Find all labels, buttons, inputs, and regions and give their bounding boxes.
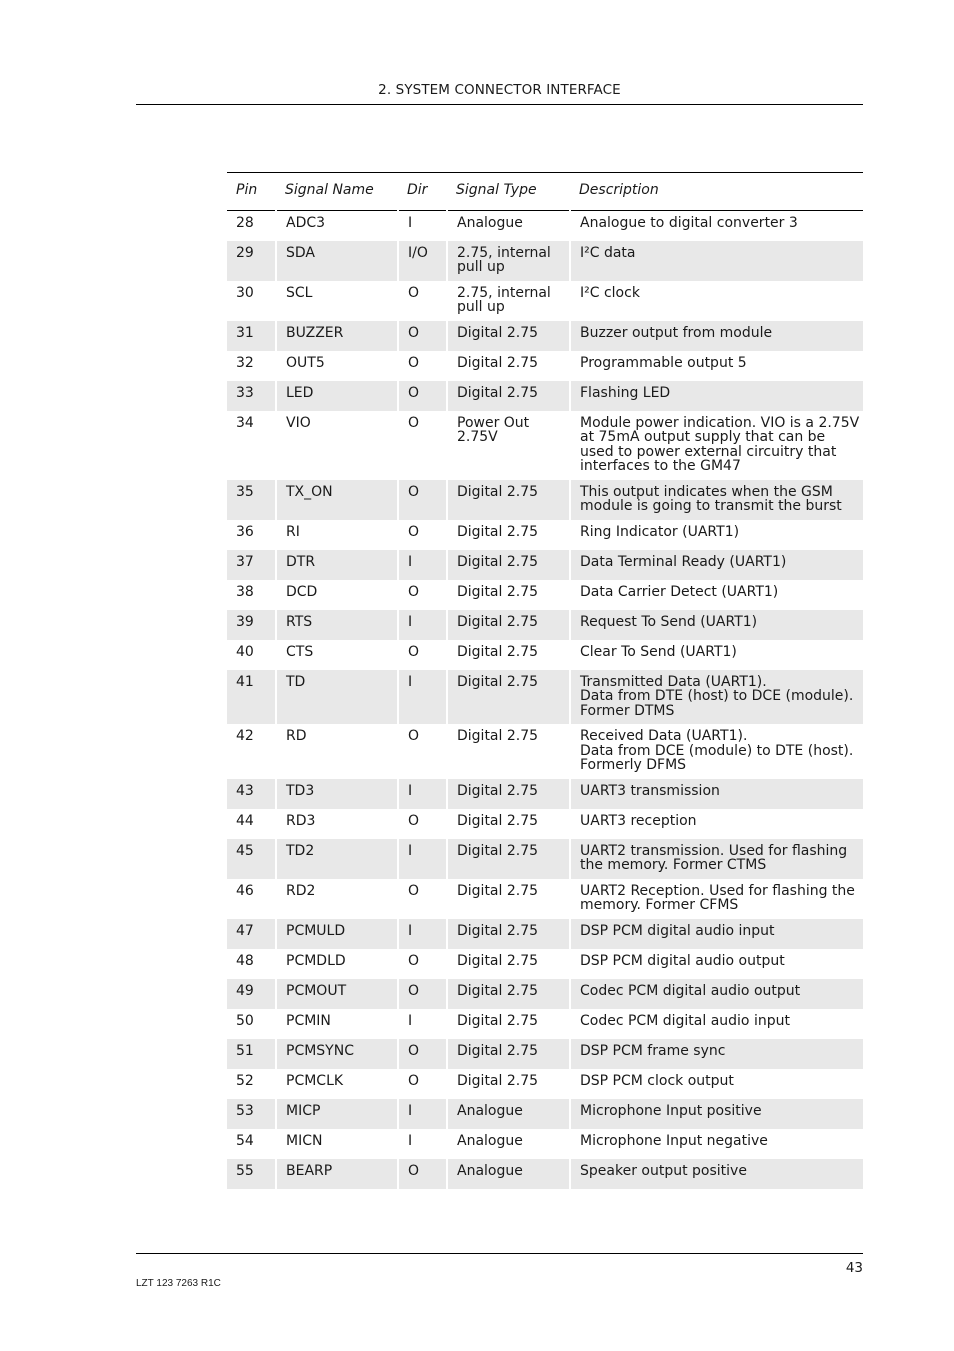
dir-cell: I xyxy=(398,779,447,809)
description-cell xyxy=(570,480,863,520)
dir-cell: O xyxy=(398,1069,447,1099)
dir-cell: O xyxy=(398,480,447,520)
signal-name-cell: TD2 xyxy=(276,839,398,879)
signal-name-cell: BEARP xyxy=(276,1159,398,1189)
signal-name-cell: PCMDLD xyxy=(276,949,398,979)
signal-name-cell: TX_ON xyxy=(276,480,398,520)
pin-cell: 35 xyxy=(227,480,276,520)
pin-assignment-table xyxy=(227,172,863,1189)
description-cell xyxy=(570,809,863,839)
table-row xyxy=(227,351,863,381)
pin-cell: 41 xyxy=(227,670,276,725)
description-cell xyxy=(570,879,863,919)
pin-cell: 36 xyxy=(236,523,254,540)
signal-name-cell: VIO xyxy=(276,411,398,480)
table-row xyxy=(227,919,863,949)
signal-type-cell: Analogue xyxy=(447,1159,570,1189)
dir-cell: I xyxy=(398,839,447,879)
description-line: UART3 reception xyxy=(580,812,697,829)
table-row xyxy=(227,724,863,779)
description-cell xyxy=(570,321,863,351)
table-row xyxy=(227,640,863,670)
pin-cell: 47 xyxy=(227,919,276,949)
description-line: Formerly DFMS xyxy=(580,757,687,773)
table-row xyxy=(227,321,863,351)
table-body xyxy=(227,211,863,1189)
signal-type-cell: Digital 2.75 xyxy=(447,321,570,351)
signal-type-cell: Analogue xyxy=(447,211,570,241)
dir-cell: I xyxy=(398,211,447,241)
description-line: UART2 transmission. Used for flashing the memory. Former CTMS xyxy=(580,842,848,873)
pin-cell: 28 xyxy=(236,215,254,231)
dir-cell: I xyxy=(398,670,447,725)
signal-name-cell: MICP xyxy=(276,1099,398,1129)
signal-name-cell: RD3 xyxy=(276,809,398,839)
footer-rule xyxy=(136,1253,863,1254)
table-row xyxy=(227,211,863,241)
signal-type-cell: Digital 2.75 xyxy=(447,879,570,919)
description-cell xyxy=(570,520,863,550)
dir-cell: I xyxy=(398,610,447,640)
pin-cell: 31 xyxy=(227,321,276,351)
description-cell xyxy=(570,1159,863,1189)
description-line: Module power indication. VIO is a 2.75V at 75mA output supply that can be used to power external circuitry that interfaces to the GM47 xyxy=(580,414,860,474)
description-line: Programmable output 5 xyxy=(580,354,747,371)
signal-name-cell: PCMSYNC xyxy=(276,1039,398,1069)
description-line: Data from DCE (module) to DTE (host). xyxy=(580,742,854,759)
table-row xyxy=(227,879,863,919)
column-header-signal-type: Signal Type xyxy=(447,173,570,211)
dir-cell: O xyxy=(398,1159,447,1189)
signal-name-cell: PCMIN xyxy=(276,1009,398,1039)
description-cell xyxy=(570,949,863,979)
signal-name-cell: PCMOUT xyxy=(276,979,398,1009)
signal-type-cell: Digital 2.75 xyxy=(447,580,570,610)
pin-cell: 30 xyxy=(236,284,254,301)
signal-name-cell: SCL xyxy=(276,281,398,321)
description-line: DSP PCM digital audio output xyxy=(580,952,785,969)
signal-type-cell: Digital 2.75 xyxy=(447,724,570,779)
pin-cell: 33 xyxy=(227,381,276,411)
description-cell xyxy=(570,1009,863,1039)
table-row xyxy=(227,550,863,580)
pin-cell: 45 xyxy=(227,839,276,879)
dir-cell: I xyxy=(398,1129,447,1159)
dir-cell: O xyxy=(398,351,447,381)
dir-cell: O xyxy=(398,381,447,411)
table-row xyxy=(227,480,863,520)
pin-cell: 32 xyxy=(236,354,254,371)
table-row xyxy=(227,1069,863,1099)
dir-cell: O xyxy=(398,809,447,839)
pin-cell: 29 xyxy=(227,241,276,281)
description-line: Transmitted Data (UART1). xyxy=(580,673,767,690)
dir-cell: O xyxy=(398,879,447,919)
description-cell xyxy=(570,550,863,580)
description-line: This output indicates when the GSM module is going to transmit the burst xyxy=(580,483,842,514)
description-line: I²C data xyxy=(580,244,636,261)
table-row xyxy=(227,381,863,411)
table-row xyxy=(227,1009,863,1039)
header-rule xyxy=(136,104,863,105)
pin-cell: 53 xyxy=(227,1099,276,1129)
table-header-row xyxy=(227,173,863,211)
pin-cell: 48 xyxy=(236,952,254,969)
signal-type-cell: Digital 2.75 xyxy=(447,550,570,580)
page-number: 43 xyxy=(845,1260,863,1276)
description-cell xyxy=(570,839,863,879)
signal-name-cell: RI xyxy=(276,520,398,550)
signal-name-cell: LED xyxy=(276,381,398,411)
dir-cell: O xyxy=(398,949,447,979)
description-cell xyxy=(570,351,863,381)
signal-type-cell: Digital 2.75 xyxy=(447,809,570,839)
description-line: DSP PCM frame sync xyxy=(580,1042,726,1059)
dir-cell: O xyxy=(398,724,447,779)
signal-type-cell: Digital 2.75 xyxy=(447,640,570,670)
signal-type-cell: Digital 2.75 xyxy=(447,839,570,879)
description-line: Speaker output positive xyxy=(580,1162,747,1179)
description-line: Request To Send (UART1) xyxy=(580,613,758,630)
table-row xyxy=(227,839,863,879)
description-cell xyxy=(570,610,863,640)
pin-cell: 37 xyxy=(227,550,276,580)
signal-type-cell: Digital 2.75 xyxy=(447,670,570,725)
pin-cell: 49 xyxy=(227,979,276,1009)
pin-cell: 42 xyxy=(236,728,254,744)
signal-type-cell: Digital 2.75 xyxy=(447,979,570,1009)
signal-type-cell: Digital 2.75 xyxy=(447,1009,570,1039)
signal-name-cell: OUT5 xyxy=(276,351,398,381)
signal-type-cell: Power Out 2.75V xyxy=(447,411,570,480)
description-line: UART2 Reception. Used for flashing the memory. Former CFMS xyxy=(580,882,855,913)
signal-name-cell: TD xyxy=(276,670,398,725)
table-row xyxy=(227,610,863,640)
description-line: Microphone Input positive xyxy=(580,1102,762,1119)
signal-name-cell: SDA xyxy=(276,241,398,281)
signal-type-cell: 2.75, internal pull up xyxy=(447,241,570,281)
description-line: Received Data (UART1). xyxy=(580,728,748,744)
dir-cell: O xyxy=(398,580,447,610)
description-cell xyxy=(570,670,863,725)
table-row xyxy=(227,1129,863,1159)
description-cell xyxy=(570,1069,863,1099)
pin-cell: 38 xyxy=(236,583,254,600)
description-cell xyxy=(570,1099,863,1129)
description-line: Clear To Send (UART1) xyxy=(580,643,737,660)
dir-cell: I xyxy=(398,550,447,580)
dir-cell: O xyxy=(398,640,447,670)
pin-cell: 55 xyxy=(227,1159,276,1189)
signal-type-cell: Digital 2.75 xyxy=(447,1069,570,1099)
pin-cell: 51 xyxy=(227,1039,276,1069)
dir-cell: O xyxy=(398,411,447,480)
dir-cell: I xyxy=(398,1009,447,1039)
signal-name-cell: RD2 xyxy=(276,879,398,919)
signal-type-cell: Digital 2.75 xyxy=(447,381,570,411)
description-line: UART3 transmission xyxy=(580,782,720,799)
dir-cell: O xyxy=(398,1039,447,1069)
table-row xyxy=(227,411,863,480)
signal-type-cell: Digital 2.75 xyxy=(447,779,570,809)
signal-type-cell: Digital 2.75 xyxy=(447,520,570,550)
description-line: DSP PCM clock output xyxy=(580,1072,734,1089)
pin-cell: 46 xyxy=(236,882,254,899)
document-id: LZT 123 7263 R1C xyxy=(136,1278,221,1289)
pin-cell: 40 xyxy=(236,643,254,660)
description-cell xyxy=(570,281,863,321)
signal-name-cell: MICN xyxy=(276,1129,398,1159)
pin-cell: 43 xyxy=(227,779,276,809)
dir-cell: I xyxy=(398,919,447,949)
pin-cell: 39 xyxy=(227,610,276,640)
description-line: Codec PCM digital audio output xyxy=(580,982,801,999)
signal-type-cell: Digital 2.75 xyxy=(447,1039,570,1069)
dir-cell: I/O xyxy=(398,241,447,281)
description-line: Buzzer output from module xyxy=(580,324,773,341)
description-line: Ring Indicator (UART1) xyxy=(580,523,740,540)
description-cell xyxy=(570,1039,863,1069)
signal-type-cell: Analogue xyxy=(447,1129,570,1159)
pin-cell: 50 xyxy=(236,1012,254,1029)
description-line: Analogue to digital converter 3 xyxy=(580,215,798,231)
description-line: Data Carrier Detect (UART1) xyxy=(580,583,779,600)
column-header-dir: Dir xyxy=(398,173,447,211)
description-cell xyxy=(570,211,863,241)
description-cell xyxy=(570,580,863,610)
description-cell xyxy=(570,1129,863,1159)
signal-name-cell: ADC3 xyxy=(276,211,398,241)
description-line: Microphone Input negative xyxy=(580,1132,768,1149)
dir-cell: O xyxy=(398,520,447,550)
description-cell xyxy=(570,640,863,670)
signal-name-cell: PCMCLK xyxy=(276,1069,398,1099)
dir-cell: O xyxy=(398,321,447,351)
description-cell xyxy=(570,979,863,1009)
signal-name-cell: BUZZER xyxy=(276,321,398,351)
column-header-pin: Pin xyxy=(227,173,276,211)
description-cell xyxy=(570,724,863,779)
pin-cell: 34 xyxy=(236,414,254,431)
table-row xyxy=(227,1039,863,1069)
description-line: Codec PCM digital audio input xyxy=(580,1012,790,1029)
signal-type-cell: Digital 2.75 xyxy=(447,949,570,979)
column-header-description: Description xyxy=(570,173,863,211)
table-row xyxy=(227,949,863,979)
signal-type-cell: Digital 2.75 xyxy=(447,610,570,640)
signal-name-cell: RD xyxy=(276,724,398,779)
pin-cell: 44 xyxy=(236,812,254,829)
description-line: Data from DTE (host) to DCE (module). xyxy=(580,688,854,704)
signal-name-cell: TD3 xyxy=(276,779,398,809)
signal-name-cell: RTS xyxy=(276,610,398,640)
signal-name-cell: CTS xyxy=(276,640,398,670)
table-row xyxy=(227,979,863,1009)
description-cell xyxy=(570,779,863,809)
pin-cell: 52 xyxy=(236,1072,254,1089)
description-cell xyxy=(570,381,863,411)
signal-name-cell: DCD xyxy=(276,580,398,610)
table-row xyxy=(227,1099,863,1129)
column-header-signal-name: Signal Name xyxy=(276,173,398,211)
table-row xyxy=(227,281,863,321)
dir-cell: O xyxy=(398,979,447,1009)
table-row xyxy=(227,580,863,610)
description-line: Flashing LED xyxy=(580,384,671,401)
pin-cell: 54 xyxy=(236,1132,254,1149)
table-row xyxy=(227,670,863,725)
description-cell xyxy=(570,411,863,480)
table-row xyxy=(227,241,863,281)
table-row xyxy=(227,520,863,550)
table-row xyxy=(227,1159,863,1189)
description-cell xyxy=(570,241,863,281)
table-row xyxy=(227,809,863,839)
signal-type-cell: Analogue xyxy=(447,1099,570,1129)
table-row xyxy=(227,779,863,809)
signal-name-cell: PCMULD xyxy=(276,919,398,949)
running-header: 2. SYSTEM CONNECTOR INTERFACE xyxy=(378,82,621,98)
dir-cell: I xyxy=(398,1099,447,1129)
signal-type-cell: 2.75, internal pull up xyxy=(447,281,570,321)
description-line: DSP PCM digital audio input xyxy=(580,922,775,939)
signal-type-cell: Digital 2.75 xyxy=(447,919,570,949)
dir-cell: O xyxy=(398,281,447,321)
description-line: Data Terminal Ready (UART1) xyxy=(580,553,787,570)
signal-type-cell: Digital 2.75 xyxy=(447,480,570,520)
description-line: Former DTMS xyxy=(580,702,675,719)
description-cell xyxy=(570,919,863,949)
signal-name-cell: DTR xyxy=(276,550,398,580)
description-line: I²C clock xyxy=(580,284,640,301)
signal-type-cell: Digital 2.75 xyxy=(447,351,570,381)
